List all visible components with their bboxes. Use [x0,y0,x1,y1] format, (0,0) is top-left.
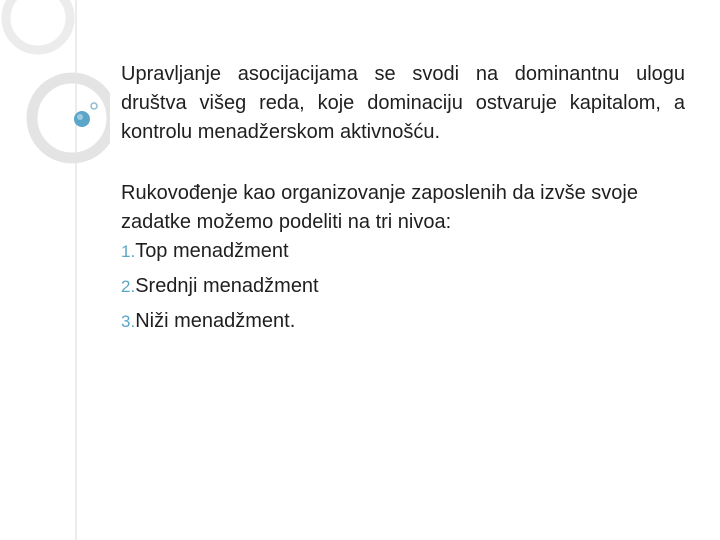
list-number: 2. [121,277,136,296]
list-text: Srednji menadžment [135,275,319,297]
list-number: 3. [121,312,136,331]
list-item [121,234,685,269]
list-text: Top menadžment [135,240,289,262]
list-item [121,304,685,339]
top-ring [6,0,70,50]
decorative-rings [0,0,110,540]
slide-content [121,60,685,339]
list-item [121,269,685,304]
paragraph-2: Rukovođenje kao organizovanje zaposlenih da izvše svoje zadatke možemo podeliti na tri nivoa: [121,182,638,233]
paragraph-1: Upravljanje asocijacijama se svodi na dominantnu ulogu društva višeg reda, koje dominaciju ostvaruje kapitalom, a kontrolu menadžerskom aktivnošću. [121,63,685,143]
blue-dot-highlight [77,114,83,120]
levels-list [121,234,685,339]
list-number: 1. [121,242,136,261]
list-text: Niži menadžment. [135,310,296,332]
middle-ring [32,78,110,158]
small-hollow-dot [91,103,97,109]
